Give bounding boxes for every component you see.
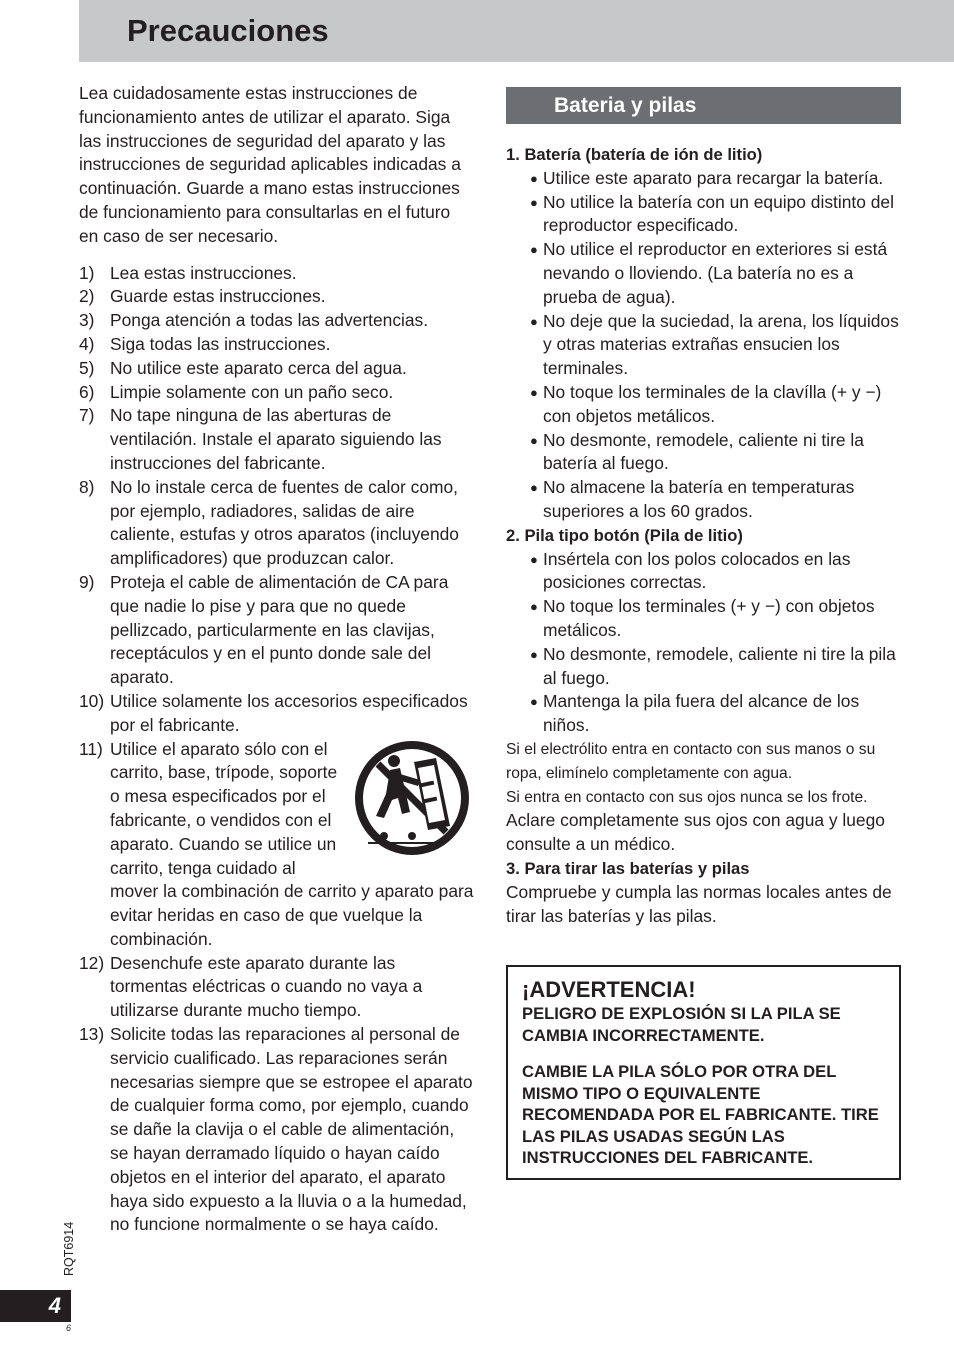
item-text: Solicite todas las reparaciones al personal de servicio cualificado. Las reparaciones serán necesarias siempre que se estropee el aparato de cualquier forma como, por ejemplo, cuando se dañe la clavija o el cable de alimentación, se hayan derramado líquido o hayan caído objetos en el interior del aparato, el aparato haya sido expuesto a la lluvia o a la humedad, no funcione normalmente o se haya caído. — [110, 1024, 473, 1235]
bullet-icon: ● — [530, 551, 538, 567]
section-heading-battery: Bateria y pilas — [506, 87, 901, 124]
list-item — [79, 309, 474, 333]
item-text: Utilice solamente los accesorios especificados por el fabricante. — [110, 690, 468, 735]
list-item — [506, 310, 901, 381]
list-item — [79, 476, 474, 571]
bullet-icon: ● — [530, 599, 538, 615]
list-item — [79, 690, 474, 738]
warning-box — [506, 965, 901, 1180]
list-item — [506, 690, 901, 738]
item-number: 13) — [79, 1024, 105, 1045]
rinse-note: Aclare completamente sus ojos con agua y luego consulte a un médico. — [506, 810, 885, 855]
item-text: No tape ninguna de las aberturas de ventilación. Instale el aparato siguiendo las instrucciones del fabricante. — [110, 405, 442, 473]
item-number: 8) — [79, 476, 95, 497]
warning-replace-text: CAMBIE LA PILA SÓLO POR OTRA DEL MISMO TIPO O EQUIVALENTE RECOMENDADA POR EL FABRICANTE. TIRE LAS PILAS USADAS SEGÚN LAS INSTRUCCIONES DEL FABRICANTE. — [522, 1062, 879, 1167]
item-number: 7) — [79, 405, 95, 426]
subheading-button-cell: 2. Pila tipo botón (Pila de litio) — [506, 525, 743, 545]
warning-title: ¡ADVERTENCIA! — [522, 977, 696, 1002]
bullet-icon: ● — [530, 694, 538, 710]
subheading-disposal: 3. Para tirar las baterías y pilas — [506, 858, 750, 878]
bullet-icon: ● — [530, 384, 538, 400]
item-text: Lea estas instrucciones. — [110, 262, 297, 283]
item-text: No lo instale cerca de fuentes de calor como, por ejemplo, radiadores, salidas de aire caliente, estufas y otros aparatos (incluyendo amplificadores) que produzcan calor. — [110, 476, 459, 569]
bullet-icon: ● — [530, 313, 538, 329]
bullet-icon: ● — [530, 170, 538, 186]
list-item — [506, 167, 901, 191]
disposal-text: Compruebe y cumpla las normas locales antes de tirar las baterías y las pilas. — [506, 881, 892, 926]
item-text: No utilice la batería con un equipo distinto del reproductor especificado. — [543, 191, 894, 236]
item-number: 1) — [79, 262, 95, 283]
list-item — [506, 238, 901, 309]
cart-tip-over-warning-icon — [354, 738, 474, 858]
lithium-ion-list — [506, 167, 901, 524]
page-sub-number: 6 — [66, 1323, 72, 1333]
list-item — [79, 357, 474, 381]
item-text: Proteja el cable de alimentación de CA para que nadie lo pise y para que no quede pellizcado, particularmente en las clavijas, receptáculos y en el punto donde sale del aparato. — [110, 571, 449, 688]
item-text: Guarde estas instrucciones. — [110, 286, 326, 307]
eye-contact-note: Si entra en contacto con sus ojos nunca se los frote. — [506, 788, 868, 806]
list-item — [506, 429, 901, 477]
list-item — [506, 191, 901, 239]
list-item — [79, 738, 474, 952]
title-bar — [79, 0, 954, 62]
warning-explosion-text: PELIGRO DE EXPLOSIÓN SI LA PILA SE CAMBIA INCORRECTAMENTE. — [522, 1004, 841, 1045]
document-code: RQT6914 — [62, 1221, 76, 1276]
list-item — [79, 952, 474, 1023]
item-text: Ponga atención a todas las advertencias. — [110, 310, 429, 331]
item-text: Limpie solamente con un paño seco. — [110, 381, 394, 402]
page-number: 4 — [48, 1293, 61, 1318]
electrolyte-note: Si el electrólito entra en contacto con sus manos o su ropa, elimínelo completamente con agua. — [506, 740, 876, 782]
item-text: No utilice el reproductor en exteriores si está nevando o lloviendo. (La batería no es a prueba de agua). — [543, 239, 888, 307]
item-number: 6) — [79, 381, 95, 402]
item-number: 12) — [79, 952, 105, 973]
item-number: 11) — [79, 738, 103, 759]
left-column — [79, 82, 474, 1237]
button-cell-list — [506, 548, 901, 738]
item-text: Insértela con los polos colocados en las posiciones correctas. — [543, 548, 851, 593]
bullet-icon: ● — [530, 480, 538, 496]
instructions-list — [79, 262, 474, 1238]
bullet-icon: ● — [530, 194, 538, 210]
item-text: No deje que la suciedad, la arena, los líquidos y otras materias extrañas ensucien los terminales. — [543, 310, 899, 379]
item-text: Desenchufe este aparato durante las tormentas eléctricas o cuando no vaya a utilizarse durante mucho tiempo. — [110, 952, 423, 1021]
list-item — [506, 595, 901, 643]
bullet-icon: ● — [530, 646, 538, 662]
list-item — [79, 1023, 474, 1237]
item-number: 4) — [79, 333, 95, 354]
item-text: Utilice el aparato sólo con el carrito, base, trípode, soporte o mesa especificados por el fabricante, o vendidos con el aparato. Cuando se utilice un carrito, tenga cuidado al mover la combinación de carrito y aparato para evitar heridas en caso de que vuelque la combinación. — [110, 738, 474, 949]
list-item — [79, 404, 474, 475]
item-text: Utilice este aparato para recargar la batería. — [543, 167, 884, 188]
item-text: No desmonte, remodele, caliente ni tire la batería al fuego. — [543, 429, 864, 474]
item-number: 10) — [79, 690, 105, 711]
item-text: Mantenga la pila fuera del alcance de los niños. — [543, 691, 860, 736]
item-text: No desmonte, remodele, caliente ni tire la pila al fuego. — [543, 643, 896, 688]
list-item — [506, 381, 901, 429]
subheading-lithium-ion: 1. Batería (batería de ión de litio) — [506, 145, 763, 164]
bullet-icon: ● — [530, 242, 538, 258]
item-text: No toque los terminales (+ y −) con objetos metálicos. — [543, 596, 875, 640]
right-column — [506, 87, 901, 928]
page-title: Precauciones — [127, 13, 329, 48]
intro-paragraph: Lea cuidadosamente estas instrucciones de funcionamiento antes de utilizar el aparato. Siga las instrucciones de seguridad del aparato y las instrucciones de seguridad aplicables indicadas a continuación. Guarde a mano estas instrucciones de funcionamiento para consultarlas en el futuro en caso de ser necesario. — [79, 83, 461, 246]
bullet-icon: ● — [530, 432, 538, 448]
item-text: No almacene la batería en temperaturas superiores a los 60 grados. — [543, 477, 855, 521]
list-item — [79, 285, 474, 309]
item-number: 9) — [79, 571, 95, 592]
list-item — [79, 381, 474, 405]
list-item — [79, 571, 474, 690]
page-number-box — [0, 1290, 71, 1322]
list-item — [79, 333, 474, 357]
item-number: 3) — [79, 310, 95, 331]
list-item — [506, 548, 901, 596]
item-text: No utilice este aparato cerca del agua. — [110, 357, 407, 378]
list-item — [79, 262, 474, 286]
item-text: No toque los terminales de la clavílla (+ y −) con objetos metálicos. — [543, 381, 882, 426]
list-item — [506, 643, 901, 691]
list-item — [506, 476, 901, 524]
item-text: Siga todas las instrucciones. — [110, 333, 331, 354]
item-number: 5) — [79, 357, 95, 378]
item-number: 2) — [79, 286, 95, 307]
